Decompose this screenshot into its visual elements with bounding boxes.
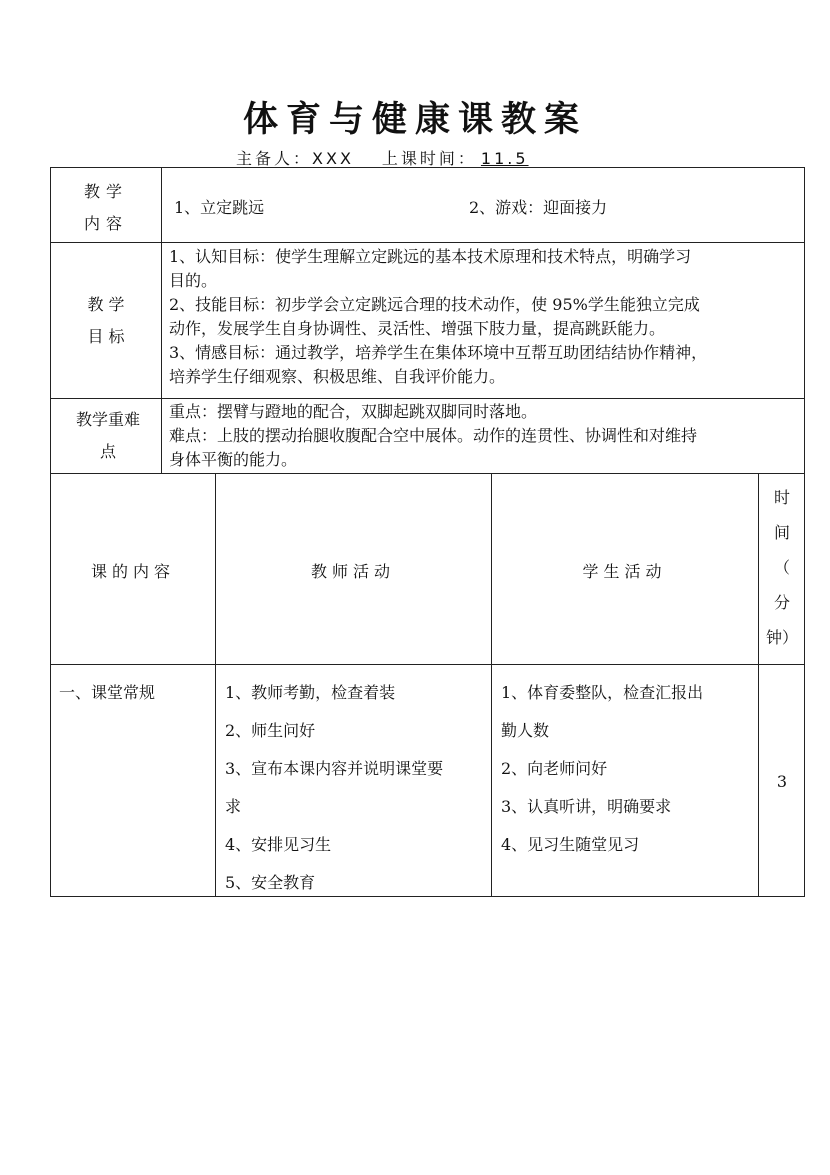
- list-item: 1、体育委整队，检查汇报出: [501, 683, 704, 702]
- key-difficult-text: 重点：摆臂与蹬地的配合，双脚起跳双脚同时落地。 难点：上肢的摆动抬腿收腹配合空中展体。动作的连贯性、协调性和对维持 身体平衡的能力。: [169, 402, 698, 469]
- header-info: [236, 146, 529, 169]
- time-label: 上课时间：: [381, 149, 477, 168]
- header-lesson-content: 课的内容: [90, 562, 175, 581]
- list-item: 2、向老师问好: [501, 759, 608, 778]
- list-item: 勤人数: [501, 721, 550, 740]
- teacher-activity-list: [225, 674, 487, 902]
- teaching-goals-label: 教 学 目 标: [87, 295, 125, 346]
- row-content: 一、课堂常规: [59, 683, 156, 702]
- teaching-content-row: [50, 167, 805, 243]
- list-item: 4、安排见习生: [225, 835, 332, 854]
- teaching-goals-text: 1、认知目标：使学生理解立定跳远的基本技术原理和技术特点，明确学习 目的。 2、技能目标：初步学会立定跳远合理的技术动作，使 95%学生能独立完成 动作，发展学生自身协调性、灵活性、增强下肢力量，提高跳跃能力。 3、情感目标：通过教学，培养学生在集体环境中互帮互助团结结协作精神， 培养学生仔细观察、积极思维、自我评价能力。: [169, 247, 708, 386]
- list-item: 4、见习生随堂见习: [501, 835, 640, 854]
- preparer-label: 主备人：: [236, 149, 313, 168]
- list-item: 2、师生问好: [225, 721, 316, 740]
- header-student-activity: 学生活动: [582, 562, 667, 581]
- preparer-name: XXX: [312, 149, 354, 168]
- list-item: 3、宣布本课内容并说明课堂要: [225, 759, 444, 778]
- header-time: 时 间 （ 分 钟）: [765, 488, 798, 647]
- teaching-goals-row: [50, 242, 805, 399]
- list-item: 5、安全教育: [225, 873, 316, 892]
- key-difficult-points-row: [50, 398, 805, 474]
- content-item-2: 2、游戏：迎面接力: [469, 198, 608, 217]
- content-item-1: 1、立定跳远: [174, 198, 265, 217]
- lesson-table: [50, 474, 805, 897]
- list-item: 3、认真听讲，明确要求: [501, 797, 672, 816]
- row-time: 3: [776, 772, 788, 791]
- teaching-content-label: 教学 内容: [83, 182, 128, 233]
- header-teacher-activity: 教师活动: [310, 562, 395, 581]
- list-item: 求: [225, 797, 242, 816]
- student-activity-list: [501, 674, 756, 864]
- class-time: 11.5: [480, 149, 529, 168]
- key-difficult-label: 教学重难 点: [75, 410, 140, 461]
- list-item: 1、教师考勤，检查着装: [225, 683, 396, 702]
- page-title: 体育与健康课教案: [242, 100, 587, 140]
